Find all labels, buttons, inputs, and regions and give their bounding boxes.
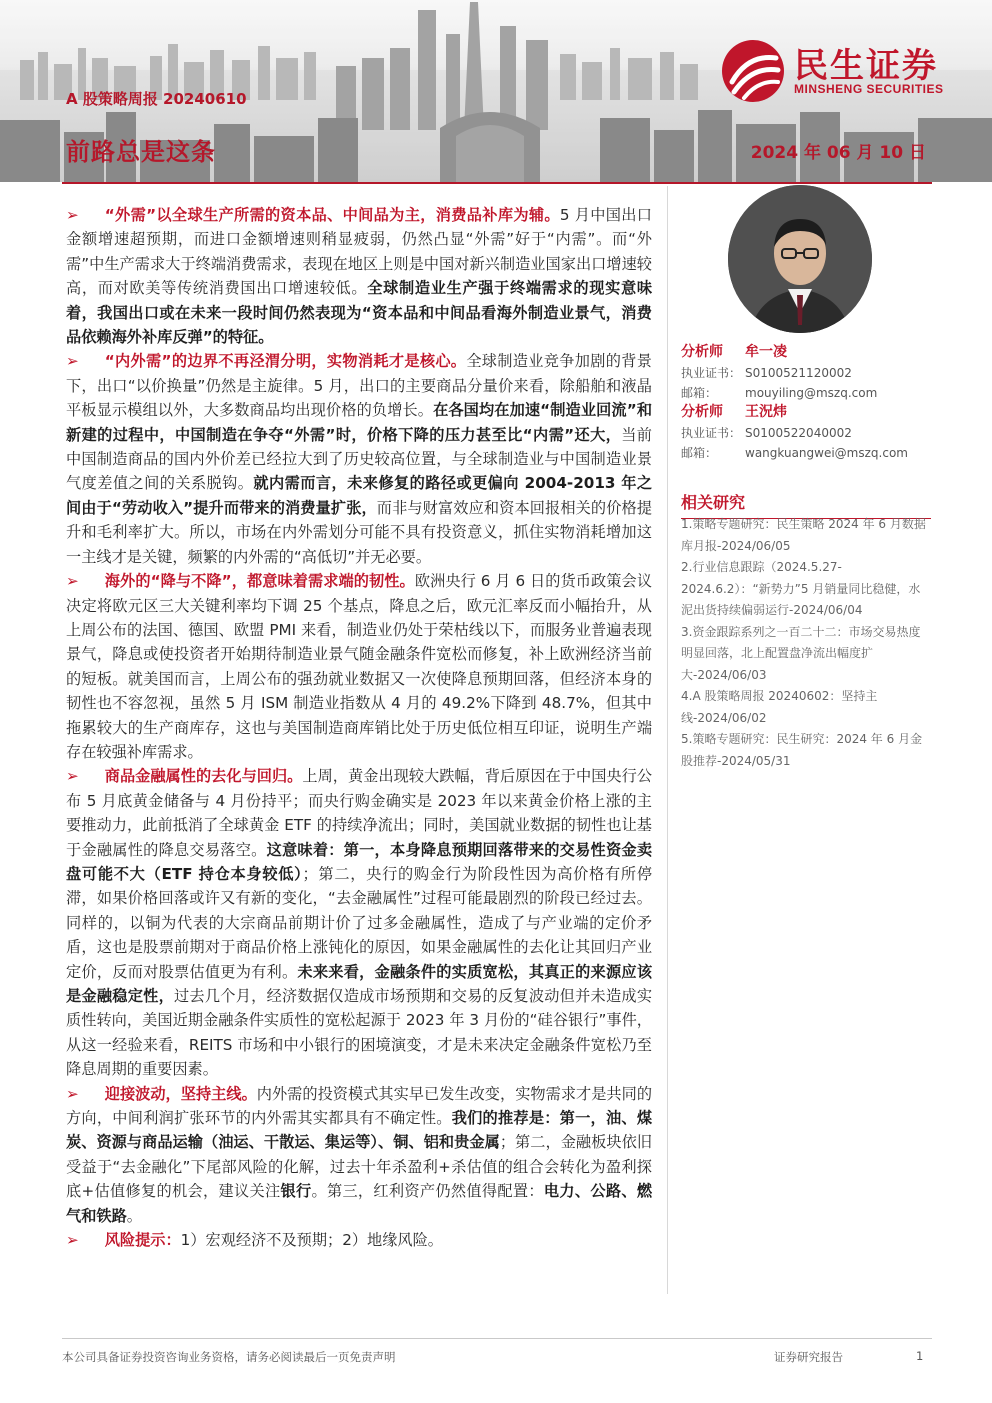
summary-point-4: [66, 764, 652, 1081]
point-4-heading: 商品金融属性的去化与回归。: [104, 767, 303, 786]
point-5-text: 内外需的投资模式其实早已发生改变，实物需求才是共同的方向，中间利润扩张环节的内外需其实都具有不确定性。: [66, 1084, 653, 1128]
related-research-item[interactable]: 4.A 股策略周报 20240602：坚持主线-2024/06/02: [681, 689, 878, 725]
analyst-email-link[interactable]: wangkuangwei@mszq.com: [745, 446, 908, 460]
analyst-name: 王況炜: [745, 404, 787, 420]
point-5-emphasis-2: 银行: [280, 1182, 312, 1201]
header-banner: [0, 0, 992, 182]
summary-point-1: [66, 203, 652, 349]
summary-point-6: [66, 1228, 652, 1252]
minsheng-securities-logo: [718, 36, 968, 106]
footer-divider: [62, 1338, 932, 1339]
point-3-heading: 海外的“降与不降”，都意味着需求端的韧性。: [104, 572, 415, 591]
logo-text-en: MINSHENG SECURITIES: [794, 82, 944, 96]
report-series-label: A 股策略周报 20240610: [66, 90, 247, 108]
point-5-emphasis-3: 电力、公路、燃气和铁路: [66, 1182, 653, 1225]
point-4-text: 上周，黄金出现较大跌幅，背后原因在于中国央行公布 5 月底黄金储备与 4 月份持平；而央行购金确实是 2023 年以来黄金价格上涨的主要推动力，此前抵消了全球黄金 ETF 的持续净流出；同时，美国就业数据的韧性也让基于金融属性的降息交易落空。: [66, 767, 653, 859]
analyst-card-1: [681, 341, 931, 403]
header-divider: [62, 182, 932, 184]
point-4-emphasis-2: 未来来看，金融条件的实质宽松，其真正的来源应该是金融稳定性，: [66, 962, 653, 1005]
point-2-text-2: 当前中国制造商品的国内外价差已经拉大到了历史较高位置，与全球制造业与中国制造业景气度差值之间的关系脱钩。: [66, 425, 652, 493]
summary-body: [66, 203, 652, 1252]
point-5-heading: 迎接波动，坚持主线。: [104, 1084, 257, 1103]
related-research-heading: 相关研究: [681, 490, 931, 519]
point-1-emphasis: 全球制造业生产强于终端需求的现实意味着，我国出口或在未来一段时间仍然表现为“资本品和中间品看海外制造业景气，消费品依赖海外补库反弹”的特征。: [66, 279, 653, 347]
summary-point-2: [66, 349, 652, 569]
bullet-arrow-icon: ➢: [66, 767, 79, 786]
analyst-portrait-image: [728, 185, 872, 333]
point-5-text-2: ；第二，金融板块依旧受益于“去金融化”下尾部风险的化解，过去十年杀盈利+杀估值的组合会转化为盈利探底+估值修复的机会，建议关注: [66, 1133, 653, 1201]
point-4-emphasis: 这意味着：第一，本身降息预期回落带来的交易性资金卖盘可能不大（ETF 持仓本身较低）: [66, 840, 653, 883]
related-research-list: [681, 514, 929, 772]
summary-point-3: [66, 569, 652, 764]
point-5-text-3: 。第三，红利资产仍然值得配置：: [311, 1182, 544, 1201]
email-label: 邮箱：: [681, 446, 718, 460]
analyst-name: 牟一凌: [745, 344, 787, 360]
point-2-emphasis-2: 就内需而言，未来修复的路径或更偏向 2004-2013 年之间由于“劳动收入”提升而带来的消费量扩张，: [66, 474, 653, 517]
bullet-arrow-icon: ➢: [66, 1084, 79, 1103]
point-5-text-4: 。: [126, 1206, 142, 1225]
analyst-role: 分析师: [681, 404, 723, 420]
page-number: 1: [916, 1349, 924, 1363]
point-1-heading: “外需”以全球生产所需的资本品、中间品为主，消费品补库为辅。: [104, 206, 560, 224]
point-4-text-2: ；第二，央行的购金行为阶段性因为高价格有所停滞，如果价格回落或许又有新的变化，“去金融属性”过程可能最剧烈的阶段已经过去。同样的，以铜为代表的大宗商品前期计价了过多金融属性，造成了与产业端的定价矛盾，这也是股票前期对于商品价格上涨钝化的原因，如果金融属性的去化让其回归产业定价，反而对股票估值更为有利。: [66, 864, 653, 981]
point-2-heading: “内外需”的边界不再泾渭分明，实物消耗才是核心。: [104, 352, 467, 371]
footer-disclaimer: 本公司具备证券投资咨询业务资格，请务必阅读最后一页免责声明: [62, 1350, 396, 1364]
point-3-text: 欧洲央行 6 月 6 日的货币政策会议决定将欧元区三大关键利率均下调 25 个基点，降息之后，欧元汇率反而小幅抬升，从上周公布的法国、德国、欧盟 PMI 来看，制造业仍处于荣枯线以下，而服务业普遍表现景气，降息或使投资者开始期待制造业景气随金融条件宽松而修复，补上欧洲经济当前的短板。就美国而言，上周公布的强劲就业数据又一次使降息预期回落，但经济本身的韧性也不容忽视，虽然 5 月 ISM 制造业指数从 4 月的 49.2%下降到 48.7%，但其中拖累较大的生产商库存，这也与美国制造商库销比处于历史低位相互印证，说明生产端存在较强补库需求。: [66, 572, 653, 761]
footer-doc-type: 证券研究报告: [774, 1350, 843, 1364]
email-label: 邮箱：: [681, 386, 718, 400]
point-5-emphasis: 我们的推荐是：第一，油、煤炭、资源与商品运输（油运、干散运、集运等）、铜、铝和贵金属: [66, 1109, 653, 1152]
analyst-photo: [728, 185, 872, 333]
analyst-card-2: [681, 401, 931, 463]
bullet-arrow-icon: ➢: [66, 352, 79, 371]
point-2-text-3: 而非与财富效应和资本回报相关的价格提升和毛利率扩大。所以，市场在内外需划分可能不具有投资意义，抓住实物消耗增加这一主线才是关键，频繁的内外需的“高低切”并无必要。: [66, 498, 653, 566]
logo-text-cn: 民生证券: [794, 46, 938, 86]
cert-number: S0100521120002: [745, 366, 852, 380]
risk-warning-heading: 风险提示：: [104, 1231, 181, 1250]
point-2-emphasis: 在各国均在加速“制造业回流”和新建的过程中，中国制造在争夺“外需”时，价格下降的压力甚至比“内需”还大，: [66, 401, 653, 444]
risk-warning-text: 1）宏观经济不及预期；2）地缘风险。: [180, 1231, 443, 1250]
column-divider: [667, 186, 668, 1294]
analyst-email-link[interactable]: mouyiling@mszq.com: [745, 386, 878, 400]
bullet-arrow-icon: ➢: [66, 206, 79, 224]
related-research-item[interactable]: 1.策略专题研究：民生策略 2024 年 6 月数据库月报-2024/06/05: [681, 517, 926, 553]
related-research-item[interactable]: 5.策略专题研究：民生研究：2024 年 6 月金股推荐-2024/05/31: [681, 732, 923, 768]
report-date: 2024 年 06 月 10 日: [750, 143, 926, 163]
analyst-role: 分析师: [681, 344, 723, 360]
bullet-arrow-icon: ➢: [66, 572, 79, 591]
related-research-item[interactable]: 2.行业信息跟踪（2024.5.27-2024.6.2）：“新势力”5 月销量同比稳健，水泥出货持续偏弱运行-2024/06/04: [681, 560, 921, 617]
cert-number: S0100522040002: [745, 426, 852, 440]
point-1-text: 5 月中国出口金额增速超预期，而进口金额增速则稍显疲弱，仍然凸显“外需”好于“内需”。而“外需”中生产需求大于终端消费需求，表现在地区上则是中国对新兴制造业国家出口增速较高，而对欧美等传统消费国出口增速较低。: [66, 206, 652, 298]
summary-point-5: [66, 1082, 652, 1228]
cert-label: 执业证书：: [681, 366, 742, 380]
point-4-text-3: 过去几个月，经济数据仅造成市场预期和交易的反复波动但并未造成实质性转向，美国近期金融条件实质性的宽松起源于 2023 年 3 月份的“硅谷银行”事件，从这一经验来看，REITS 市场和中小银行的困境演变，才是未来决定金融条件宽松乃至降息周期的重要因素。: [66, 987, 653, 1079]
report-title: 前路总是这条: [66, 138, 216, 166]
point-2-text: 全球制造业竞争加剧的背景下，出口“以价换量”仍然是主旋律。5 月，出口的主要商品分量价来看，除船舶和液晶平板显示模组以外，大多数商品均出现价格的负增长。: [66, 352, 652, 420]
related-research-item[interactable]: 3.资金跟踪系列之一百二十二：市场交易热度明显回落，北上配置盘净流出幅度扩大-2024/06/03: [681, 624, 921, 682]
bullet-arrow-icon: ➢: [66, 1231, 79, 1250]
cert-label: 执业证书：: [681, 426, 742, 440]
minsheng-logo-emblem-icon: [718, 36, 788, 106]
